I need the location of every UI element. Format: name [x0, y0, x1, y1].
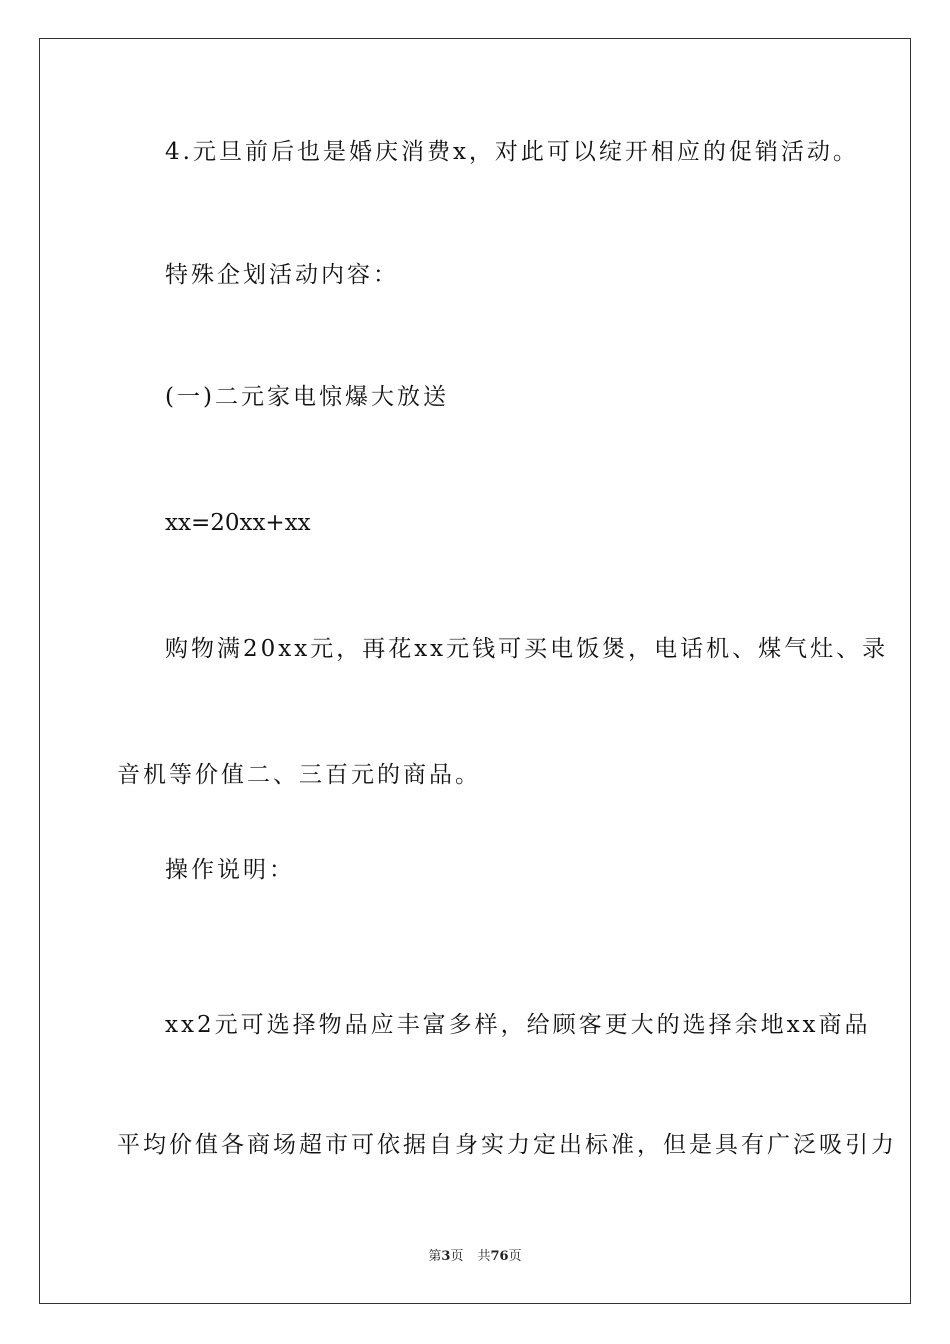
total-pages: 76: [490, 1249, 509, 1264]
page-number: 3: [441, 1249, 451, 1264]
total-suffix: 页: [508, 1249, 522, 1264]
page-footer: [0, 1248, 950, 1266]
paragraph-line: xx2元可选择物品应丰富多样，给顾客更大的选择余地xx商品: [165, 1012, 871, 1038]
section-heading: 操作说明：: [165, 857, 295, 883]
page-prefix: 第: [428, 1249, 442, 1264]
paragraph-line: 平均价值各商场超市可依据自身实力定出标准，但是具有广泛吸引力: [117, 1132, 897, 1158]
total-prefix: 共: [477, 1249, 491, 1264]
paragraph-line: 购物满20xx元，再花xx元钱可买电饭煲，电话机、煤气灶、录: [165, 636, 889, 662]
paragraph-line: 4.元旦前后也是婚庆消费x，对此可以绽开相应的促销活动。: [165, 139, 859, 165]
subsection-heading: (一)二元家电惊爆大放送: [165, 384, 449, 410]
formula-line: xx=20xx+xx: [165, 510, 311, 536]
paragraph-line: 音机等价值二、三百元的商品。: [117, 762, 481, 788]
page-suffix: 页: [450, 1249, 464, 1264]
section-heading: 特殊企划活动内容：: [165, 262, 399, 288]
page-border: [39, 38, 911, 1304]
